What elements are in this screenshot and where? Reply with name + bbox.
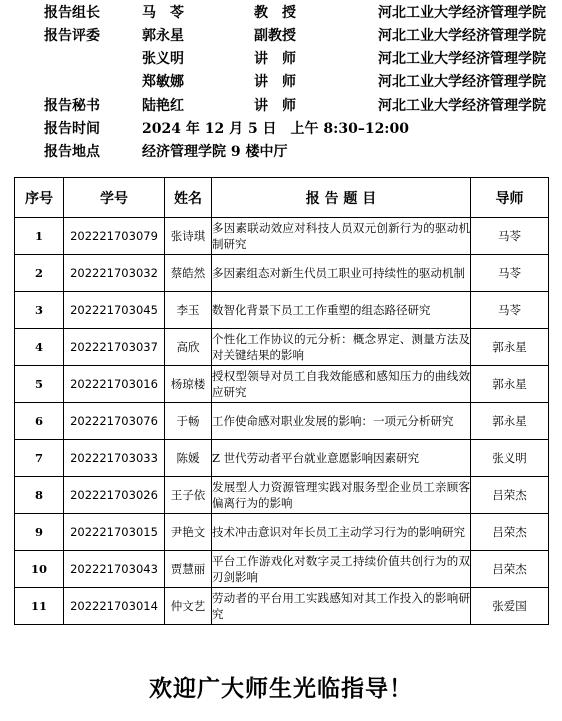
cell-name: 于畅 bbox=[165, 403, 212, 440]
cell-advisor: 马苓 bbox=[471, 218, 549, 255]
cell-student-id: 202221703014 bbox=[64, 588, 165, 625]
cell-advisor: 吕荣杰 bbox=[471, 477, 549, 514]
role-label: 报告评委 bbox=[44, 28, 100, 44]
cell-topic: 多因素联动效应对科技人员双元创新行为的驱动机制研究 bbox=[212, 218, 471, 255]
location-value: 经济管理学院 9 楼中厅 bbox=[142, 144, 288, 160]
cell-no: 6 bbox=[15, 403, 64, 440]
cell-name: 高欣 bbox=[165, 329, 212, 366]
role-label: 报告秘书 bbox=[44, 98, 100, 114]
location-row bbox=[0, 140, 562, 164]
cell-topic: 平台工作游戏化对数字灵工持续价值共创行为的双刃剑影响 bbox=[212, 551, 471, 588]
cell-name: 陈媛 bbox=[165, 440, 212, 477]
time-value: 2024 年 12 月 5 日 上午 8:30–12:00 bbox=[142, 121, 409, 137]
table-row bbox=[15, 329, 549, 366]
table-row bbox=[15, 551, 549, 588]
cell-student-id: 202221703079 bbox=[64, 218, 165, 255]
cell-name: 张诗琪 bbox=[165, 218, 212, 255]
cell-topic: 多因素组态对新生代员工职业可持续性的驱动机制 bbox=[212, 255, 471, 292]
time-label: 报告时间 bbox=[44, 121, 100, 137]
member-name: 陆艳红 bbox=[142, 98, 184, 114]
cell-advisor: 吕荣杰 bbox=[471, 551, 549, 588]
cell-advisor: 马苓 bbox=[471, 292, 549, 329]
member-name: 张义明 bbox=[142, 51, 184, 67]
cell-topic: 数智化背景下员工工作重塑的组态路径研究 bbox=[212, 292, 471, 329]
committee-row bbox=[0, 70, 562, 94]
cell-no: 1 bbox=[15, 218, 64, 255]
header-topic: 报 告 题 目 bbox=[212, 178, 471, 218]
cell-no: 2 bbox=[15, 255, 64, 292]
time-row bbox=[0, 117, 562, 141]
cell-student-id: 202221703076 bbox=[64, 403, 165, 440]
header-student-id: 学号 bbox=[64, 178, 165, 218]
cell-student-id: 202221703045 bbox=[64, 292, 165, 329]
table-row bbox=[15, 440, 549, 477]
cell-name: 李玉 bbox=[165, 292, 212, 329]
member-org: 河北工业大学经济管理学院 bbox=[378, 28, 546, 44]
cell-student-id: 202221703015 bbox=[64, 514, 165, 551]
cell-student-id: 202221703037 bbox=[64, 329, 165, 366]
cell-student-id: 202221703033 bbox=[64, 440, 165, 477]
cell-advisor: 郭永星 bbox=[471, 403, 549, 440]
cell-name: 王子依 bbox=[165, 477, 212, 514]
member-org: 河北工业大学经济管理学院 bbox=[378, 74, 546, 90]
report-schedule-table bbox=[14, 177, 549, 625]
member-name: 马 苓 bbox=[142, 5, 184, 21]
cell-no: 9 bbox=[15, 514, 64, 551]
role-label: 报告组长 bbox=[44, 5, 100, 21]
cell-topic: 授权型领导对员工自我效能感和感知压力的曲线效应研究 bbox=[212, 366, 471, 403]
committee-row bbox=[0, 24, 562, 48]
cell-name: 仲文艺 bbox=[165, 588, 212, 625]
table-row bbox=[15, 218, 549, 255]
member-org: 河北工业大学经济管理学院 bbox=[378, 51, 546, 67]
cell-student-id: 202221703016 bbox=[64, 366, 165, 403]
member-name: 郑敏娜 bbox=[142, 74, 184, 90]
member-org: 河北工业大学经济管理学院 bbox=[378, 5, 546, 21]
cell-advisor: 郭永星 bbox=[471, 366, 549, 403]
table-row bbox=[15, 514, 549, 551]
cell-advisor: 张义明 bbox=[471, 440, 549, 477]
table-header-row bbox=[15, 178, 549, 218]
member-org: 河北工业大学经济管理学院 bbox=[378, 98, 546, 114]
cell-advisor: 马苓 bbox=[471, 255, 549, 292]
cell-student-id: 202221703032 bbox=[64, 255, 165, 292]
cell-topic: 技术冲击意识对年长员工主动学习行为的影响研究 bbox=[212, 514, 471, 551]
committee-row bbox=[0, 1, 562, 25]
cell-topic: 发展型人力资源管理实践对服务型企业员工亲顾客偏离行为的影响 bbox=[212, 477, 471, 514]
cell-name: 杨琼楼 bbox=[165, 366, 212, 403]
cell-topic: Z 世代劳动者平台就业意愿影响因素研究 bbox=[212, 440, 471, 477]
member-title: 副教授 bbox=[254, 28, 296, 44]
cell-topic: 工作使命感对职业发展的影响：一项元分析研究 bbox=[212, 403, 471, 440]
table-row bbox=[15, 477, 549, 514]
cell-name: 蔡皓然 bbox=[165, 255, 212, 292]
committee-row bbox=[0, 47, 562, 71]
cell-no: 8 bbox=[15, 477, 64, 514]
cell-no: 3 bbox=[15, 292, 64, 329]
cell-no: 11 bbox=[15, 588, 64, 625]
member-name: 郭永星 bbox=[142, 28, 184, 44]
cell-advisor: 张爱国 bbox=[471, 588, 549, 625]
cell-no: 4 bbox=[15, 329, 64, 366]
header-advisor: 导师 bbox=[471, 178, 549, 218]
cell-no: 7 bbox=[15, 440, 64, 477]
cell-advisor: 郭永星 bbox=[471, 329, 549, 366]
member-title: 讲 师 bbox=[254, 51, 296, 67]
table-row bbox=[15, 292, 549, 329]
cell-advisor: 吕荣杰 bbox=[471, 514, 549, 551]
header-no: 序号 bbox=[15, 178, 64, 218]
table-row bbox=[15, 403, 549, 440]
member-title: 讲 师 bbox=[254, 98, 296, 114]
cell-student-id: 202221703026 bbox=[64, 477, 165, 514]
committee-row bbox=[0, 94, 562, 118]
cell-no: 10 bbox=[15, 551, 64, 588]
header-name: 姓名 bbox=[165, 178, 212, 218]
location-label: 报告地点 bbox=[44, 144, 100, 160]
table-row bbox=[15, 255, 549, 292]
cell-name: 尹艳文 bbox=[165, 514, 212, 551]
table-row bbox=[15, 366, 549, 403]
cell-student-id: 202221703043 bbox=[64, 551, 165, 588]
cell-topic: 劳动者的平台用工实践感知对其工作投入的影响研究 bbox=[212, 588, 471, 625]
welcome-message: 欢迎广大师生光临指导！ bbox=[149, 675, 413, 702]
member-title: 教 授 bbox=[254, 5, 296, 21]
cell-topic: 个性化工作协议的元分析：概念界定、测量方法及对关键结果的影响 bbox=[212, 329, 471, 366]
table-row bbox=[15, 588, 549, 625]
cell-name: 贾慧丽 bbox=[165, 551, 212, 588]
cell-no: 5 bbox=[15, 366, 64, 403]
member-title: 讲 师 bbox=[254, 74, 296, 90]
